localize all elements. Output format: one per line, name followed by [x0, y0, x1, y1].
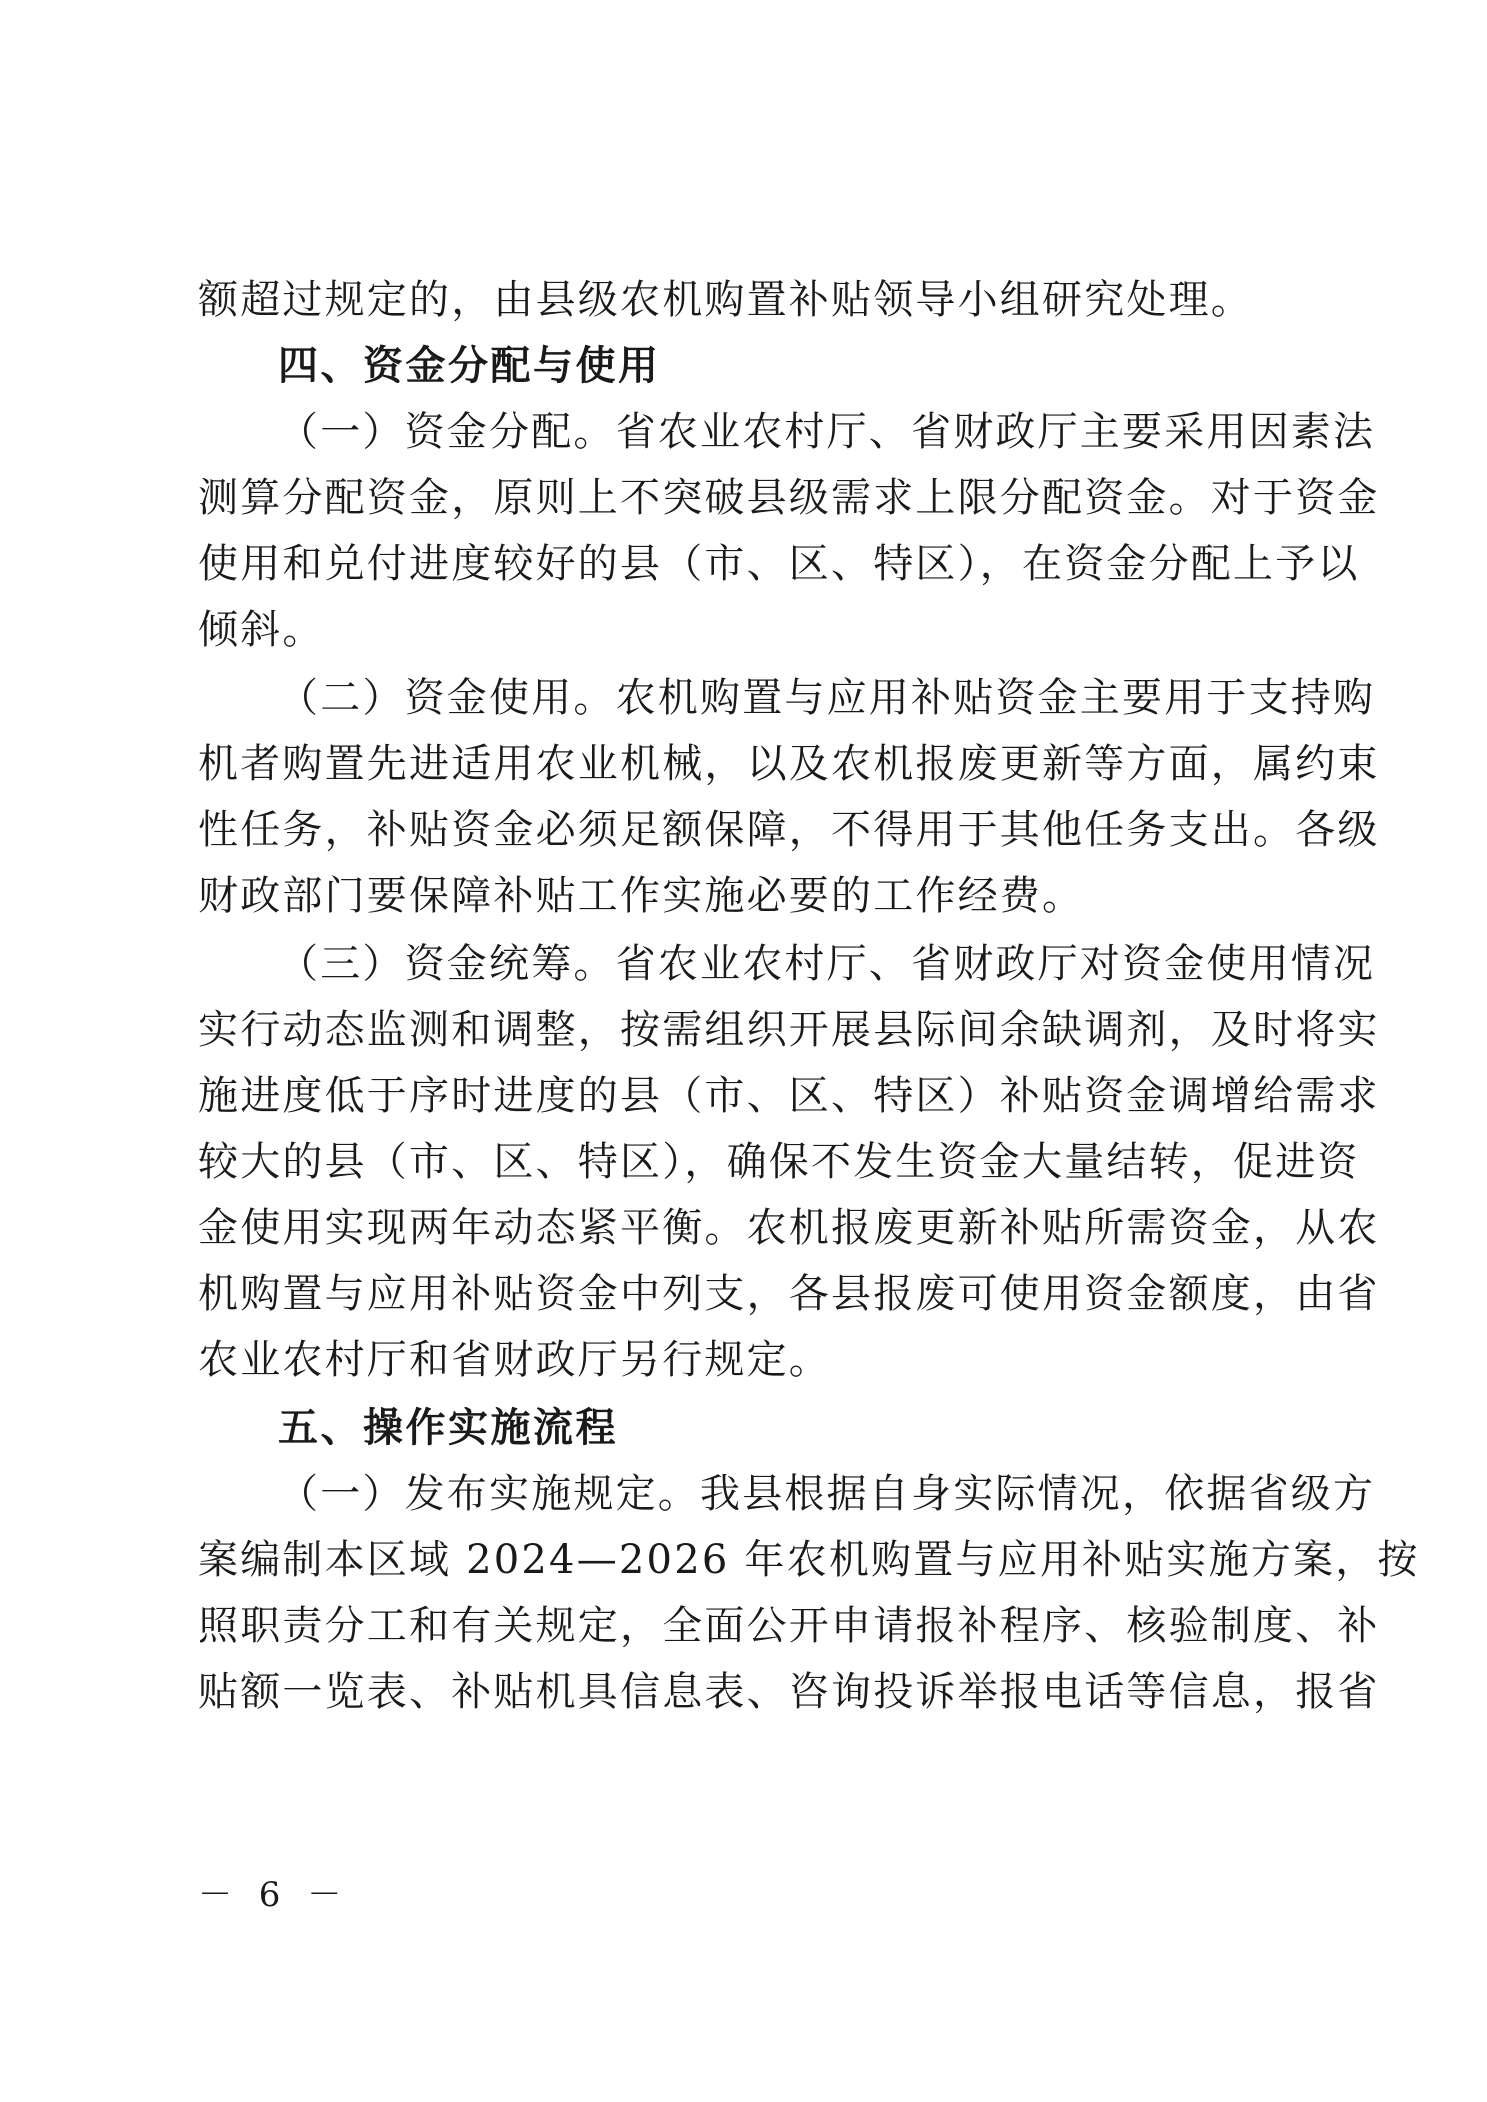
body-line: （一）发布实施规定。我县根据自身实际情况，依据省级方: [278, 1471, 1376, 1517]
body-line: 测算分配资金，原则上不突破县级需求上限分配资金。对于资金: [198, 475, 1380, 521]
body-line: 实行动态监测和调整，按需组织开展县际间余缺调剂，及时将实: [198, 1007, 1380, 1053]
body-line: （二）资金使用。农机购置与应用补贴资金主要用于支持购: [278, 675, 1376, 721]
section-heading-5: 五、操作实施流程: [278, 1405, 618, 1451]
body-line: 倾斜。: [198, 607, 325, 653]
body-line: 机者购置先进适用农业机械，以及农机报废更新等方面，属约束: [198, 741, 1380, 787]
body-line: 农业农村厅和省财政厅另行规定。: [198, 1337, 831, 1383]
body-line: 贴额一览表、补贴机具信息表、咨询投诉举报电话等信息，报省: [198, 1669, 1380, 1715]
body-line: 额超过规定的，由县级农机购置补贴领导小组研究处理。: [198, 277, 1253, 323]
body-line: 机购置与应用补贴资金中列支，各县报废可使用资金额度，由省: [198, 1271, 1380, 1317]
body-line: （三）资金统筹。省农业农村厅、省财政厅对资金使用情况: [278, 941, 1376, 987]
body-line: 施进度低于序时进度的县（市、区、特区）补贴资金调增给需求: [198, 1073, 1380, 1119]
body-line: （一）资金分配。省农业农村厅、省财政厅主要采用因素法: [278, 409, 1376, 455]
body-line: 性任务，补贴资金必须足额保障，不得用于其他任务支出。各级: [198, 807, 1380, 853]
body-line: 使用和兑付进度较好的县（市、区、特区），在资金分配上予以: [198, 541, 1360, 587]
body-line: 较大的县（市、区、特区），确保不发生资金大量结转，促进资: [198, 1139, 1360, 1185]
page-number: － 6 －: [198, 1875, 350, 1915]
body-line: 金使用实现两年动态紧平衡。农机报废更新补贴所需资金，从农: [198, 1205, 1380, 1251]
body-line: 财政部门要保障补贴工作实施必要的工作经费。: [198, 873, 1085, 919]
body-line: 案编制本区域 2024—2026 年农机购置与应用补贴实施方案，按: [198, 1537, 1420, 1583]
body-line: 照职责分工和有关规定，全面公开申请报补程序、核验制度、补: [198, 1603, 1380, 1649]
section-heading-4: 四、资金分配与使用: [278, 343, 661, 389]
